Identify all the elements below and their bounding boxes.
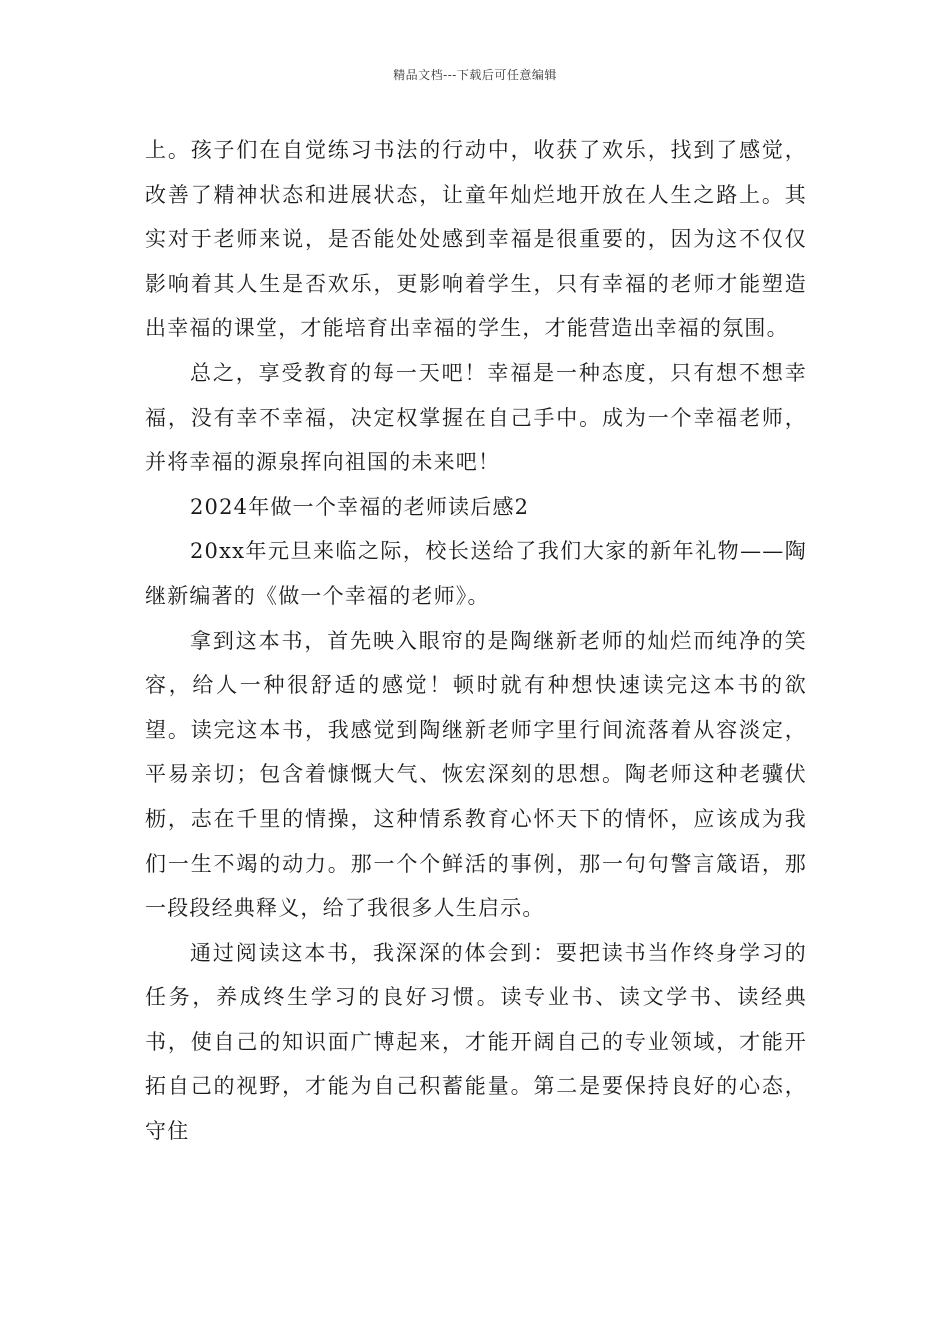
section-title: 2024年做一个幸福的老师读后感2 bbox=[190, 494, 530, 519]
paragraph-continuation: 上。孩子们在自觉练习书法的行动中，收获了欢乐，找到了感觉，改善了精神状态和进展状态，让童年灿烂地开放在人生之路上。其实对于老师来说，是否能处处感到幸福是很重要的，因为这不仅仅影响着其人生是否欢乐，更影响着学生，只有幸福的老师才能塑造出幸福的课堂，才能培育出幸福的学生，才能营造出幸福的氛围。 bbox=[145, 138, 807, 341]
page-header: 精品文档---下载后可任意编辑 bbox=[393, 68, 557, 82]
document-body bbox=[145, 128, 807, 1154]
paragraph-conclusion: 总之，享受教育的每一天吧！幸福是一种态度，只有想不想幸福，没有幸不幸福，决定权掌握在自己手中。成为一个幸福老师，并将幸福的源泉挥向祖国的未来吧！ bbox=[145, 360, 807, 475]
paragraph-reflection: 通过阅读这本书，我深深的体会到：要把读书当作终身学习的任务，养成终生学习的良好习惯。读专业书、读文学书、读经典书，使自己的知识面广博起来，才能开阔自己的专业领域，才能开拓自己的视野，才能为自己积蓄能量。第二是要保持良好的心态，守住 bbox=[145, 940, 807, 1144]
paragraph-impression: 拿到这本书，首先映入眼帘的是陶继新老师的灿烂而纯净的笑容，给人一种很舒适的感觉！顿时就有种想快速读完这本书的欲望。读完这本书，我感觉到陶继新老师字里行间流落着从容淡定，平易亲切；包含着慷慨大气、恢宏深刻的思想。陶老师这种老骥伏枥，志在千里的情操，这种情系教育心怀天下的情怀，应该成为我们一生不竭的动力。那一个个鲜活的事例，那一句句警言箴语，那一段段经典释义，给了我很多人生启示。 bbox=[145, 628, 807, 921]
paragraph-intro: 20xx年元旦来临之际，校长送给了我们大家的新年礼物——陶继新编著的《做一个幸福的老师》。 bbox=[145, 539, 807, 608]
